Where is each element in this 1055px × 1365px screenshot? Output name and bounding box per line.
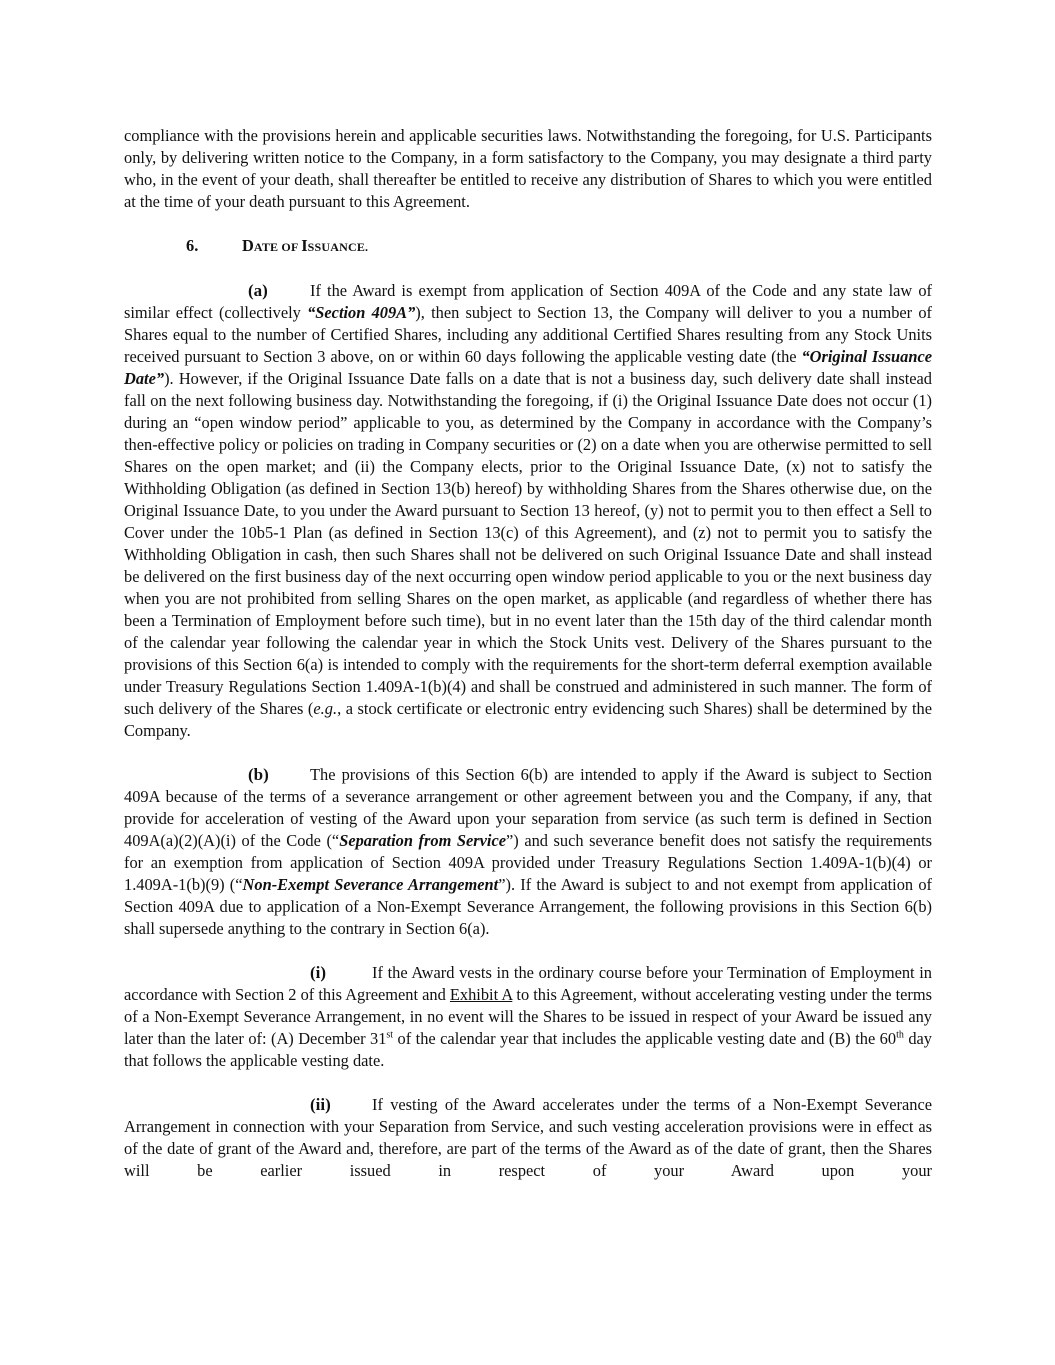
defined-term: Separation from Service: [339, 831, 507, 850]
paragraph-6b-i: (i) If the Award vests in the ordinary course before your Termination of Employment in accordance with Section 2 of this Agreement and Exhibit A to this Agreement, without accelerating vesting under the terms of a Non-Exempt Severance Arrangement, in no event will the Shares to be issued in respect of your Award be issued any later than the later of: (A) December 31st of the calendar year that includes the applicable vesting date and (B) the 60th day that follows the applicable vesting date.: [124, 963, 932, 1070]
paragraph-label: (a): [248, 281, 268, 300]
paragraph-6b-ii: (ii) If vesting of the Award accelerates under the terms of a Non-Exempt Severance Arrangement in connection with your Separation from Service, and such vesting acceleration provisions were in effect as of the date of grant of the Award and, therefore, are part of the terms of the Award as of the date of grant, then the Shares will be earlier issued in respect of your Award upon your: [124, 1095, 932, 1180]
exhibit-reference: Exhibit A: [449, 985, 513, 1004]
ordinal-suffix: st: [386, 1029, 394, 1041]
section-number: 6.: [186, 236, 199, 255]
section-title: DATE OF ISSUANCE.: [242, 236, 369, 255]
paragraph-label: (ii): [310, 1095, 331, 1114]
section-6-heading: [124, 235, 932, 258]
ordinal-suffix: th: [896, 1029, 904, 1041]
defined-term: “Original Issuance Date”: [124, 347, 932, 388]
defined-term: Non-Exempt Severance Arrangement: [242, 875, 499, 894]
section-5-continuation: compliance with the provisions herein and applicable securities laws. Notwithstanding the foregoing, for U.S. Participants only, by delivering written notice to the Company, in a form satisfactory to the Company, you may designate a third party who, in the event of your death, shall thereafter be entitled to receive any distribution of Shares to which you were entitled at the time of your death pursuant to this Agreement.: [124, 126, 932, 211]
italic-abbrev: e.g.: [313, 699, 338, 718]
defined-term: “Section 409A”: [307, 303, 416, 322]
paragraph-label: (i): [310, 963, 327, 982]
paragraph-6b: (b) The provisions of this Section 6(b) are intended to apply if the Award is subject to Section 409A because of the terms of a severance arrangement or other agreement between you and the Company, if any, that provide for acceleration of vesting of the Award upon your separation from service (as such term is defined in Section 409A(a)(2)(A)(i) of the Code (“Separation from Service”) and such severance benefit does not satisfy the requirements for an exemption from application of Section 409A provided under Treasury Regulations Section 1.409A-1(b)(4) or 1.409A-1(b)(9) (“Non-Exempt Severance Arrangement”). If the Award is subject to and not exempt from application of Section 409A due to application of a Non-Exempt Severance Arrangement, the following provisions in this Section 6(b) shall supersede anything to the contrary in Section 6(a).: [124, 765, 932, 938]
document-page: [124, 125, 932, 1182]
paragraph-6a: (a) If the Award is exempt from application of Section 409A of the Code and any state law of similar effect (collectively “Section 409A”), then subject to Section 13, the Company will deliver to you a number of Shares equal to the number of Certified Shares, including any additional Certified Shares resulting from any Stock Units received pursuant to Section 3 above, on or within 60 days following the applicable vesting date (the “Original Issuance Date”). However, if the Original Issuance Date falls on a date that is not a business day, such delivery date shall instead fall on the next following business day. Notwithstanding the foregoing, if (i) the Original Issuance Date does not occur (1) during an “open window period” applicable to you, as determined by the Company in accordance with the Company’s then-effective policy or policies on trading in Company securities or (2) on a date when you are otherwise permitted to sell Shares on the open market; and (ii) the Company elects, prior to the Original Issuance Date, (x) not to satisfy the Withholding Obligation (as defined in Section 13(b) hereof) by withholding Shares from the Shares otherwise due, on the Original Issuance Date, to you under the Award pursuant to Section 13 hereof, (y) not to permit you to then effect a Sell to Cover under the 10b5-1 Plan (as defined in Section 13(c) of this Agreement), and (z) not to permit you to satisfy the Withholding Obligation in cash, then such Shares shall not be delivered on such Original Issuance Date and shall instead be delivered on the first business day of the next occurring open window period applicable to you or the next business day when you are not prohibited from selling Shares on the open market, as applicable (and regardless of whether there has been a Termination of Employment before such time), but in no event later than the 15th day of the third calendar month of the calendar year following the calendar year in which the Stock Units vest. Delivery of the Shares pursuant to the provisions of this Section 6(a) is intended to comply with the requirements for the short-term deferral exemption available under Treasury Regulations Section 1.409A-1(b)(4) and shall be construed and administered in such manner. The form of such delivery of the Shares (e.g., a stock certificate or electronic entry evidencing such Shares) shall be determined by the Company.: [124, 281, 932, 740]
paragraph-label: (b): [248, 765, 269, 784]
